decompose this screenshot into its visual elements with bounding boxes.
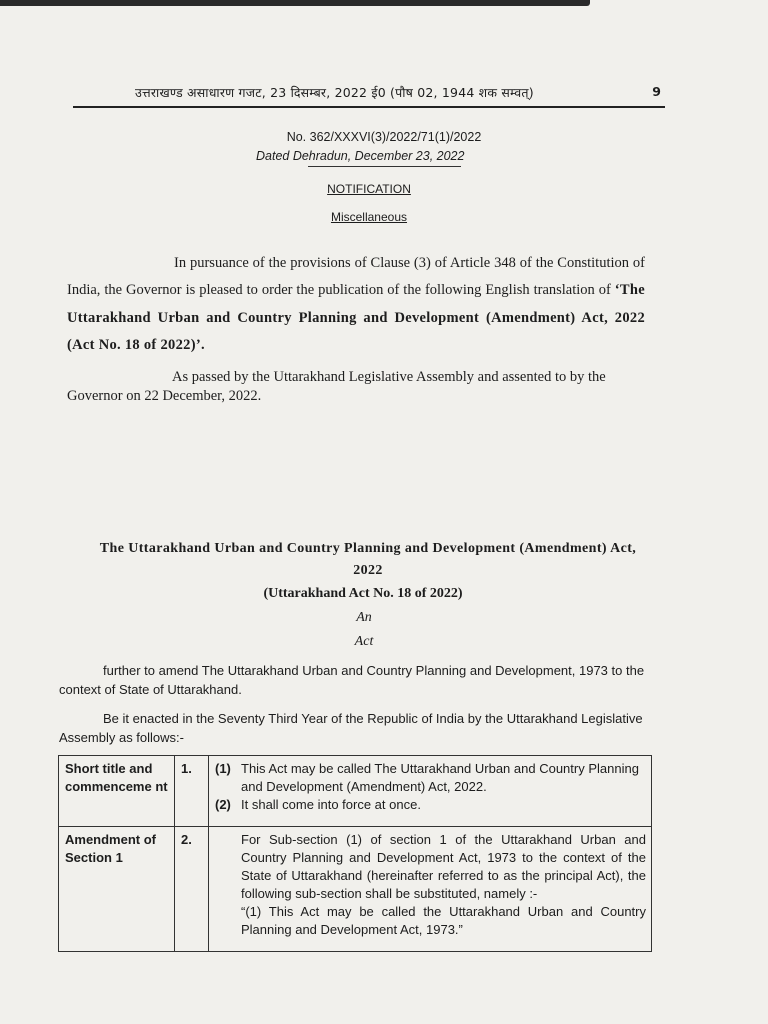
notification-paragraph [67,250,645,359]
reference-number: No. 362/XXXVI(3)/2022/71(1)/2022 [286,130,482,144]
section-title: Amendment of Section 1 [59,827,175,952]
table-row [59,756,652,827]
act-citation: ‘The Uttarakhand Urban and Country Planning and Development (Amendment) Act, 2022 (Act No. 18 of 2022)’. [67,282,645,353]
section-number: 2. [175,827,209,952]
clause-text: It shall come into force at once. [241,797,421,812]
gazette-header [73,82,665,108]
act-an: An [356,610,372,625]
table-row [59,827,652,952]
section-body: For Sub-section (1) of section 1 of the Uttarakhand Urban and Country Planning and Development Act, 1973 to the context of the State of Uttarakhand (hereinafter referred to as the principal Act), the following sub-section shall be substituted, namely :- [241,832,646,901]
page-top-edge [0,0,590,6]
section-number: 1. [175,756,209,827]
section-content [209,827,652,952]
act-preamble: further to amend The Uttarakhand Urban and Country Planning and Development, 1973 to the context of State of Uttarakhand. [59,663,645,697]
notification-subheading: Miscellaneous [330,210,408,224]
clause [215,796,646,814]
sections-table [58,755,652,952]
section-title: Short title and commenceme nt [59,756,175,827]
clause-text: This Act may be called The Uttarakhand Urban and Country Planning and Development (Amendment) Act, 2022. [241,761,639,794]
substituted-text: “(1) This Act may be called the Uttarakhand Urban and Country Planning and Development Act, 1973.” [241,904,646,937]
enactment-clause: Be it enacted in the Seventy Third Year of the Republic of India by the Uttarakhand Legislative Assembly as follows:- [59,711,643,745]
clause-number: (2) [215,797,231,812]
act-word: Act [354,634,374,649]
reference-underline [308,166,461,167]
notification-heading: NOTIFICATION [327,182,411,196]
clause [215,760,646,796]
notification-paragraph-text: In pursuance of the provisions of Clause (3) of Article 348 of the Constitution of India, the Governor is pleased to order the publication of the following English translation of [67,255,645,299]
act-title: The Uttarakhand Urban and Country Planning and Development (Amendment) Act, 2022 [99,541,637,578]
assent-paragraph: As passed by the Uttarakhand Legislative Assembly and assented to by the Governor on 22 December, 2022. [67,369,606,404]
page-number: 9 [652,84,661,99]
gazette-header-text: उत्तराखण्ड असाधारण गजट, 23 दिसम्बर, 2022 ई0 (पौष 02, 1944 शक सम्वत्) [135,85,534,100]
act-number: (Uttarakhand Act No. 18 of 2022) [263,586,463,601]
clause-number: (1) [215,761,231,776]
reference-date: Dated Dehradun, December 23, 2022 [256,149,465,163]
section-content [209,756,652,827]
